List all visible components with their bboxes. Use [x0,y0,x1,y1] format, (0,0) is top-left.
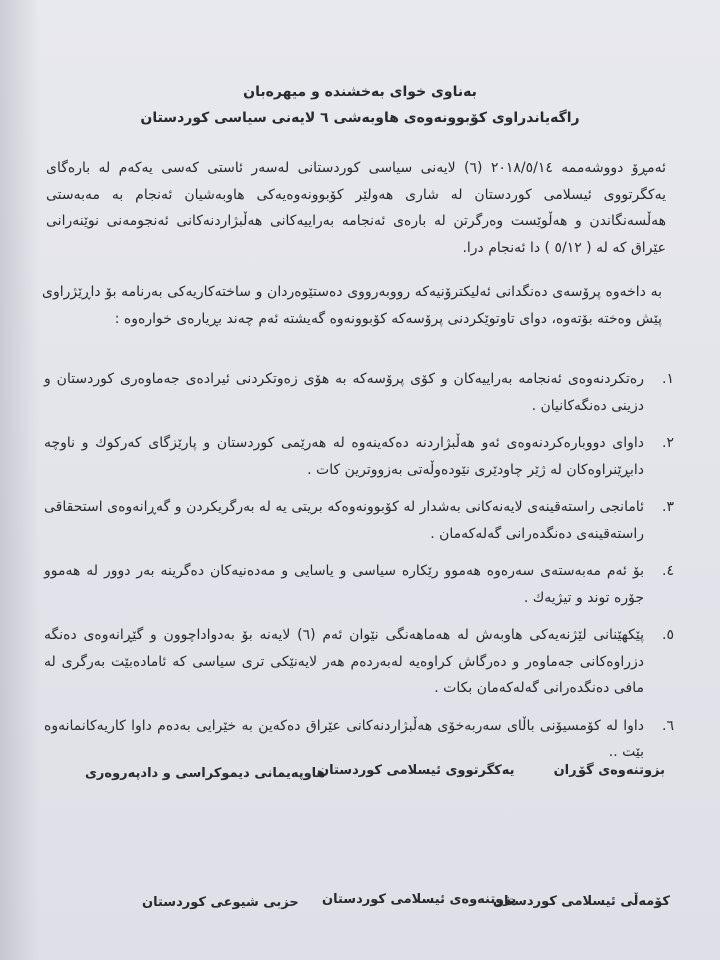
decision-text: پێکهێنانی لێژنەیەکی هاوبەش لە هەماهەنگی نێوان ئەم (٦) لایەنە بۆ بەدواداچوون و گێڕانەوەی دەنگە دزراوەکانی جەماوەر و دەرگاش کراوەیە لەبەردەم هەر لایەنێکی تری سیاسی کە ئامادەبێت بەرگری لە مافی دەنگدەرانی گەلەکەمان بکات . [44,627,644,696]
decisions-list [44,366,674,777]
decision-text: رەتکردنەوەی ئەنجامە بەراییەکان و کۆی پرۆسەکە بە هۆی زەوتکردنی ئیرادەی جەماوەری کوردستان و دزینی دەنگەکانیان . [44,371,644,414]
signatory-islamic-movement: بزوتنەوەی ئیسلامی کوردستان [322,892,517,907]
signatory-communist-party: حزبی شیوعی کوردستان [142,895,299,910]
signatory-coalition-democracy-justice: هاوپەیمانی دیموکراسی و دادپەروەری [85,766,326,781]
decision-number: ٥. [662,627,674,643]
signatory-gorran: بزوتنەوەی گۆڕان [553,763,665,778]
decision-number: ٣. [662,499,674,515]
decision-number: ٦. [662,717,674,734]
decision-text: داوا لە کۆمسیۆنی باڵای سەربەخۆی هەڵبژاردنەکانی عێراق دەکەین بە خێرایی بەدەم داوا کاریەکانمانەوە بێت .. [44,717,644,760]
context-paragraph: بە داخەوە پرۆسەی دەنگدانی ئەلیکترۆنیەکە رووبەرووی دەستێوەردان و ساختەکاریەکی بەرنامە بۆ داڕێژراوی پێش وەختە بۆتەوە، دوای تاوتوێکردنی پرۆسەکە کۆبوونەوە گەیشتە ئەم چەند بڕیارەی خوارەوە : [42,284,662,327]
decision-item [44,713,674,766]
decision-item [44,430,674,483]
decision-item [44,558,674,611]
decision-number: ٢. [662,435,674,451]
decision-text: داوای دووبارەکردنەوەی ئەو هەڵبژاردنە دەکەینەوە لە هەرێمی کوردستان و پارێزگای کەرکوك و ناوچە دابڕێنراوەکان لە ژێر چاودێری نێودەوڵەتی بەزووترین کات . [44,435,644,478]
decision-item [44,494,674,547]
decision-text: ئامانجی راستەقینەی لایەنەکانی بەشدار لە کۆبوونەوەکە بریتی یە لە بەرگریکردن و گەڕانەوەی استحقاقی راستەقینەی دەنگدەرانی گەلەکەمان . [44,499,644,542]
signatory-kurdistan-islamic-union: یەکگرتووی ئیسلامی کوردستان [318,763,515,778]
basmala-heading: بەناوی خوای بەخشندە و میهرەبان [243,84,477,100]
decision-text: بۆ ئەم مەبەستەی سەرەوە هەموو رێکارە سیاسی و یاسایی و مەدەنیەکان دەگرینە بەر دوور لە هەموو جۆرە توند و تیژیەك . [44,563,644,606]
signatory-islamic-group: کۆمەڵی ئیسلامی کوردستان [492,894,670,909]
decision-number: ٤. [662,563,674,579]
statement-title: راگەیاندراوی کۆبوونەوەی هاوبەشی ٦ لایەنی سیاسی کوردستان [140,110,580,126]
page-shadow [0,0,40,960]
decision-number: ١. [662,371,674,387]
decision-item [44,366,674,419]
decision-item [44,622,674,702]
intro-paragraph: ئەمڕۆ دووشەممە ٢٠١٨/٥/١٤ (٦) لایەنی سیاسی کوردستانی لەسەر ئاستی کەسی یەکەم لە بارەگای یەکگرتووی ئیسلامی کوردستان لە شاری هەولێر کۆبوونەوەیەکی هاوبەشیان ئەنجام بە مەبەستی هەڵسەنگاندن و هەڵوێست وەرگرتن لە بارەی ئەنجامە بەراییەکانی هەڵبژاردنەکانی ئەنجومەنی نوێنەرانی عێراق کە لە ( ٥/١٢ ) دا ئەنجام درا. [46,160,666,256]
